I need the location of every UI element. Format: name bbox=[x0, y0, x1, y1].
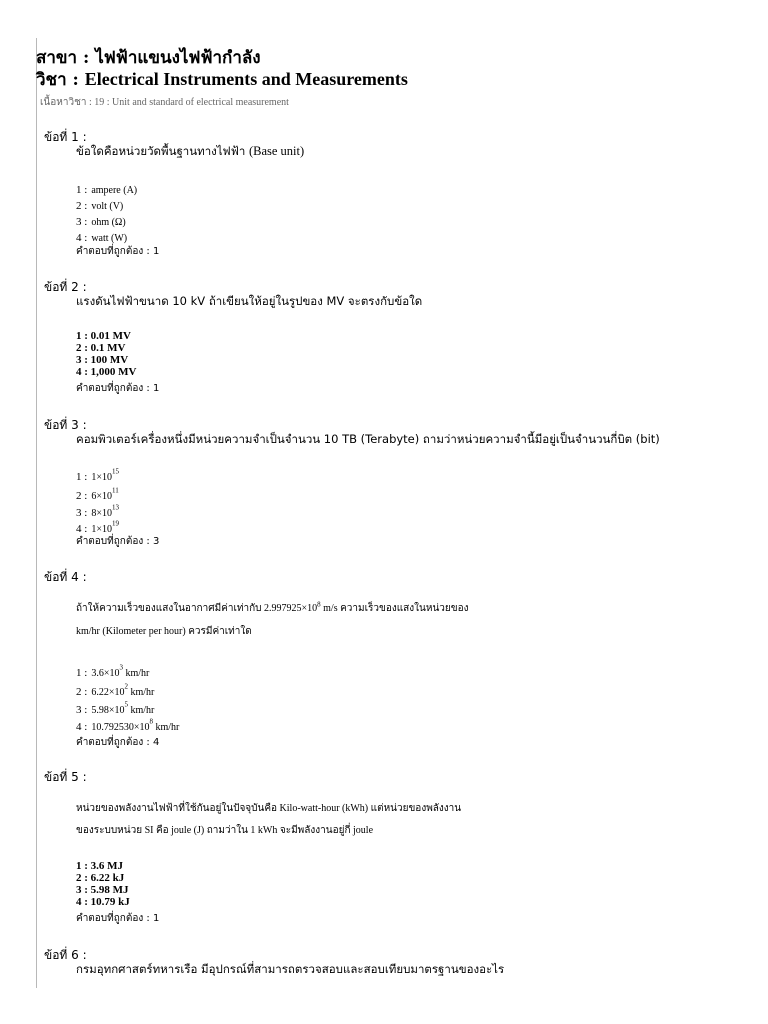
question-2-answer: คำตอบที่ถูกต้อง : 1 bbox=[76, 383, 160, 394]
question-4-exponent: 8 bbox=[317, 600, 321, 609]
option-number: 4 : bbox=[76, 232, 88, 244]
topic-line bbox=[40, 95, 289, 110]
question-4-line-1 bbox=[76, 601, 469, 616]
question-4-option-1 bbox=[76, 663, 149, 681]
option-exponent: 3 bbox=[119, 663, 123, 672]
option-number: 3 : bbox=[76, 704, 88, 716]
question-1-text-th: ข้อใดคือหน่วยวัดพื้นฐานทางไฟฟ้า bbox=[76, 144, 246, 158]
question-6-text: กรมอุทกศาสตร์ทหารเรือ มีอุปกรณ์ที่สามารถตรวจสอบและสอบเทียบมาตรฐานของอะไร bbox=[76, 962, 505, 976]
topic-name: 19 : Unit and standard of electrical measurement bbox=[94, 97, 289, 108]
left-margin-rule bbox=[36, 38, 37, 988]
question-2-text: แรงดันไฟฟ้าขนาด 10 kV ถ้าเขียนให้อยู่ในรูปของ MV จะตรงกับข้อใด bbox=[76, 294, 423, 308]
option-value: volt (V) bbox=[91, 201, 124, 212]
question-3-answer: คำตอบที่ถูกต้อง : 3 bbox=[76, 536, 160, 547]
option-exponent: 5 bbox=[124, 700, 128, 709]
question-2-option-1: 1 : 0.01 MV bbox=[76, 330, 131, 342]
question-2-option-2: 2 : 0.1 MV bbox=[76, 342, 126, 354]
question-4-option-2 bbox=[76, 682, 154, 700]
option-value: 1×10 bbox=[91, 472, 112, 483]
option-number: 1 : bbox=[76, 184, 88, 196]
option-value: 10.792530×10 bbox=[91, 722, 150, 733]
question-4-line-1-a: ถ้าให้ความเร็วของแสงในอากาศมีค่าเท่ากับ 2.997925×10 bbox=[76, 603, 318, 614]
option-exponent: 15 bbox=[111, 467, 119, 476]
question-4-line-1-b: m/s ความเร็วของแสงในหน่วยของ bbox=[320, 603, 469, 614]
branch-heading bbox=[36, 48, 261, 68]
question-4-option-3 bbox=[76, 700, 154, 718]
option-value: 1×10 bbox=[91, 524, 112, 535]
option-number: 1 : bbox=[76, 471, 88, 483]
option-exponent: 2 bbox=[124, 682, 128, 691]
option-unit: km/hr bbox=[127, 705, 155, 716]
question-5-option-1: 1 : 3.6 MJ bbox=[76, 860, 124, 872]
subject-label: วิชา : bbox=[36, 70, 85, 90]
subject-name: Electrical Instruments and Measurements bbox=[84, 69, 408, 89]
option-unit: km/hr bbox=[152, 722, 180, 733]
option-value: 8×10 bbox=[91, 508, 112, 519]
option-number: 4 : bbox=[76, 523, 88, 535]
subject-heading bbox=[36, 69, 408, 90]
question-1-text bbox=[76, 143, 304, 161]
question-5-line-1: หน่วยของพลังงานไฟฟ้าที่ใช้กันอยู่ในปัจจุบันคือ Kilo-watt-hour (kWh) แต่หน่วยของพลังงาน bbox=[76, 803, 462, 814]
question-5-option-3: 3 : 5.98 MJ bbox=[76, 884, 129, 896]
option-value: 3.6×10 bbox=[91, 668, 120, 679]
option-unit: km/hr bbox=[122, 668, 150, 679]
option-number: 1 : bbox=[76, 667, 88, 679]
option-number: 3 : bbox=[76, 507, 88, 519]
question-4-option-4 bbox=[76, 717, 179, 735]
question-5-option-4: 4 : 10.79 kJ bbox=[76, 896, 130, 908]
option-exponent: 19 bbox=[111, 519, 119, 528]
option-unit: km/hr bbox=[127, 687, 155, 698]
question-3-option-2 bbox=[76, 486, 119, 504]
question-2-option-4: 4 : 1,000 MV bbox=[76, 366, 137, 378]
question-4-label: ข้อที่ 4 : bbox=[44, 570, 87, 584]
option-number: 3 : bbox=[76, 216, 88, 228]
option-value: ampere (A) bbox=[91, 185, 138, 196]
question-3-option-1 bbox=[76, 467, 119, 485]
question-4-line-2: km/hr (Kilometer per hour) ควรมีค่าเท่าใด bbox=[76, 626, 252, 637]
question-1-text-en: (Base unit) bbox=[248, 144, 305, 158]
option-value: ohm (Ω) bbox=[91, 217, 126, 228]
option-exponent: 8 bbox=[149, 717, 153, 726]
option-value: watt (W) bbox=[91, 233, 128, 244]
question-5-line-2: ของระบบหน่วย SI คือ joule (J) ถามว่าใน 1 kWh จะมีพลังงานอยู่กี่ joule bbox=[76, 825, 374, 836]
topic-label: เนื้อหาวิชา : bbox=[40, 97, 95, 108]
option-value: 6.22×10 bbox=[91, 687, 125, 698]
question-4-answer: คำตอบที่ถูกต้อง : 4 bbox=[76, 737, 160, 748]
option-number: 4 : bbox=[76, 721, 88, 733]
question-5-option-2: 2 : 6.22 kJ bbox=[76, 872, 125, 884]
option-number: 2 : bbox=[76, 200, 88, 212]
question-2-option-3: 3 : 100 MV bbox=[76, 354, 129, 366]
question-6-label: ข้อที่ 6 : bbox=[44, 948, 87, 962]
option-value: 6×10 bbox=[91, 491, 112, 502]
question-2-label: ข้อที่ 2 : bbox=[44, 280, 87, 294]
branch-name: ไฟฟ้าแขนงไฟฟ้ากำลัง bbox=[95, 48, 261, 68]
option-number: 2 : bbox=[76, 490, 88, 502]
question-3-label: ข้อที่ 3 : bbox=[44, 418, 87, 432]
branch-label: สาขา : bbox=[36, 48, 96, 68]
option-number: 2 : bbox=[76, 686, 88, 698]
question-5-label: ข้อที่ 5 : bbox=[44, 770, 87, 784]
question-1-answer: คำตอบที่ถูกต้อง : 1 bbox=[76, 246, 160, 257]
question-3-text: คอมพิวเตอร์เครื่องหนึ่งมีหน่วยความจำเป็นจำนวน 10 TB (Terabyte) ถามว่าหน่วยความจำนี้มีอยู่เป็นจำนวนกี่บิต (bit) bbox=[76, 432, 660, 446]
question-5-answer: คำตอบที่ถูกต้อง : 1 bbox=[76, 913, 160, 924]
option-value: 5.98×10 bbox=[91, 705, 125, 716]
option-exponent: 13 bbox=[111, 503, 119, 512]
option-exponent: 11 bbox=[111, 486, 119, 495]
question-1-label: ข้อที่ 1 : bbox=[44, 130, 87, 144]
